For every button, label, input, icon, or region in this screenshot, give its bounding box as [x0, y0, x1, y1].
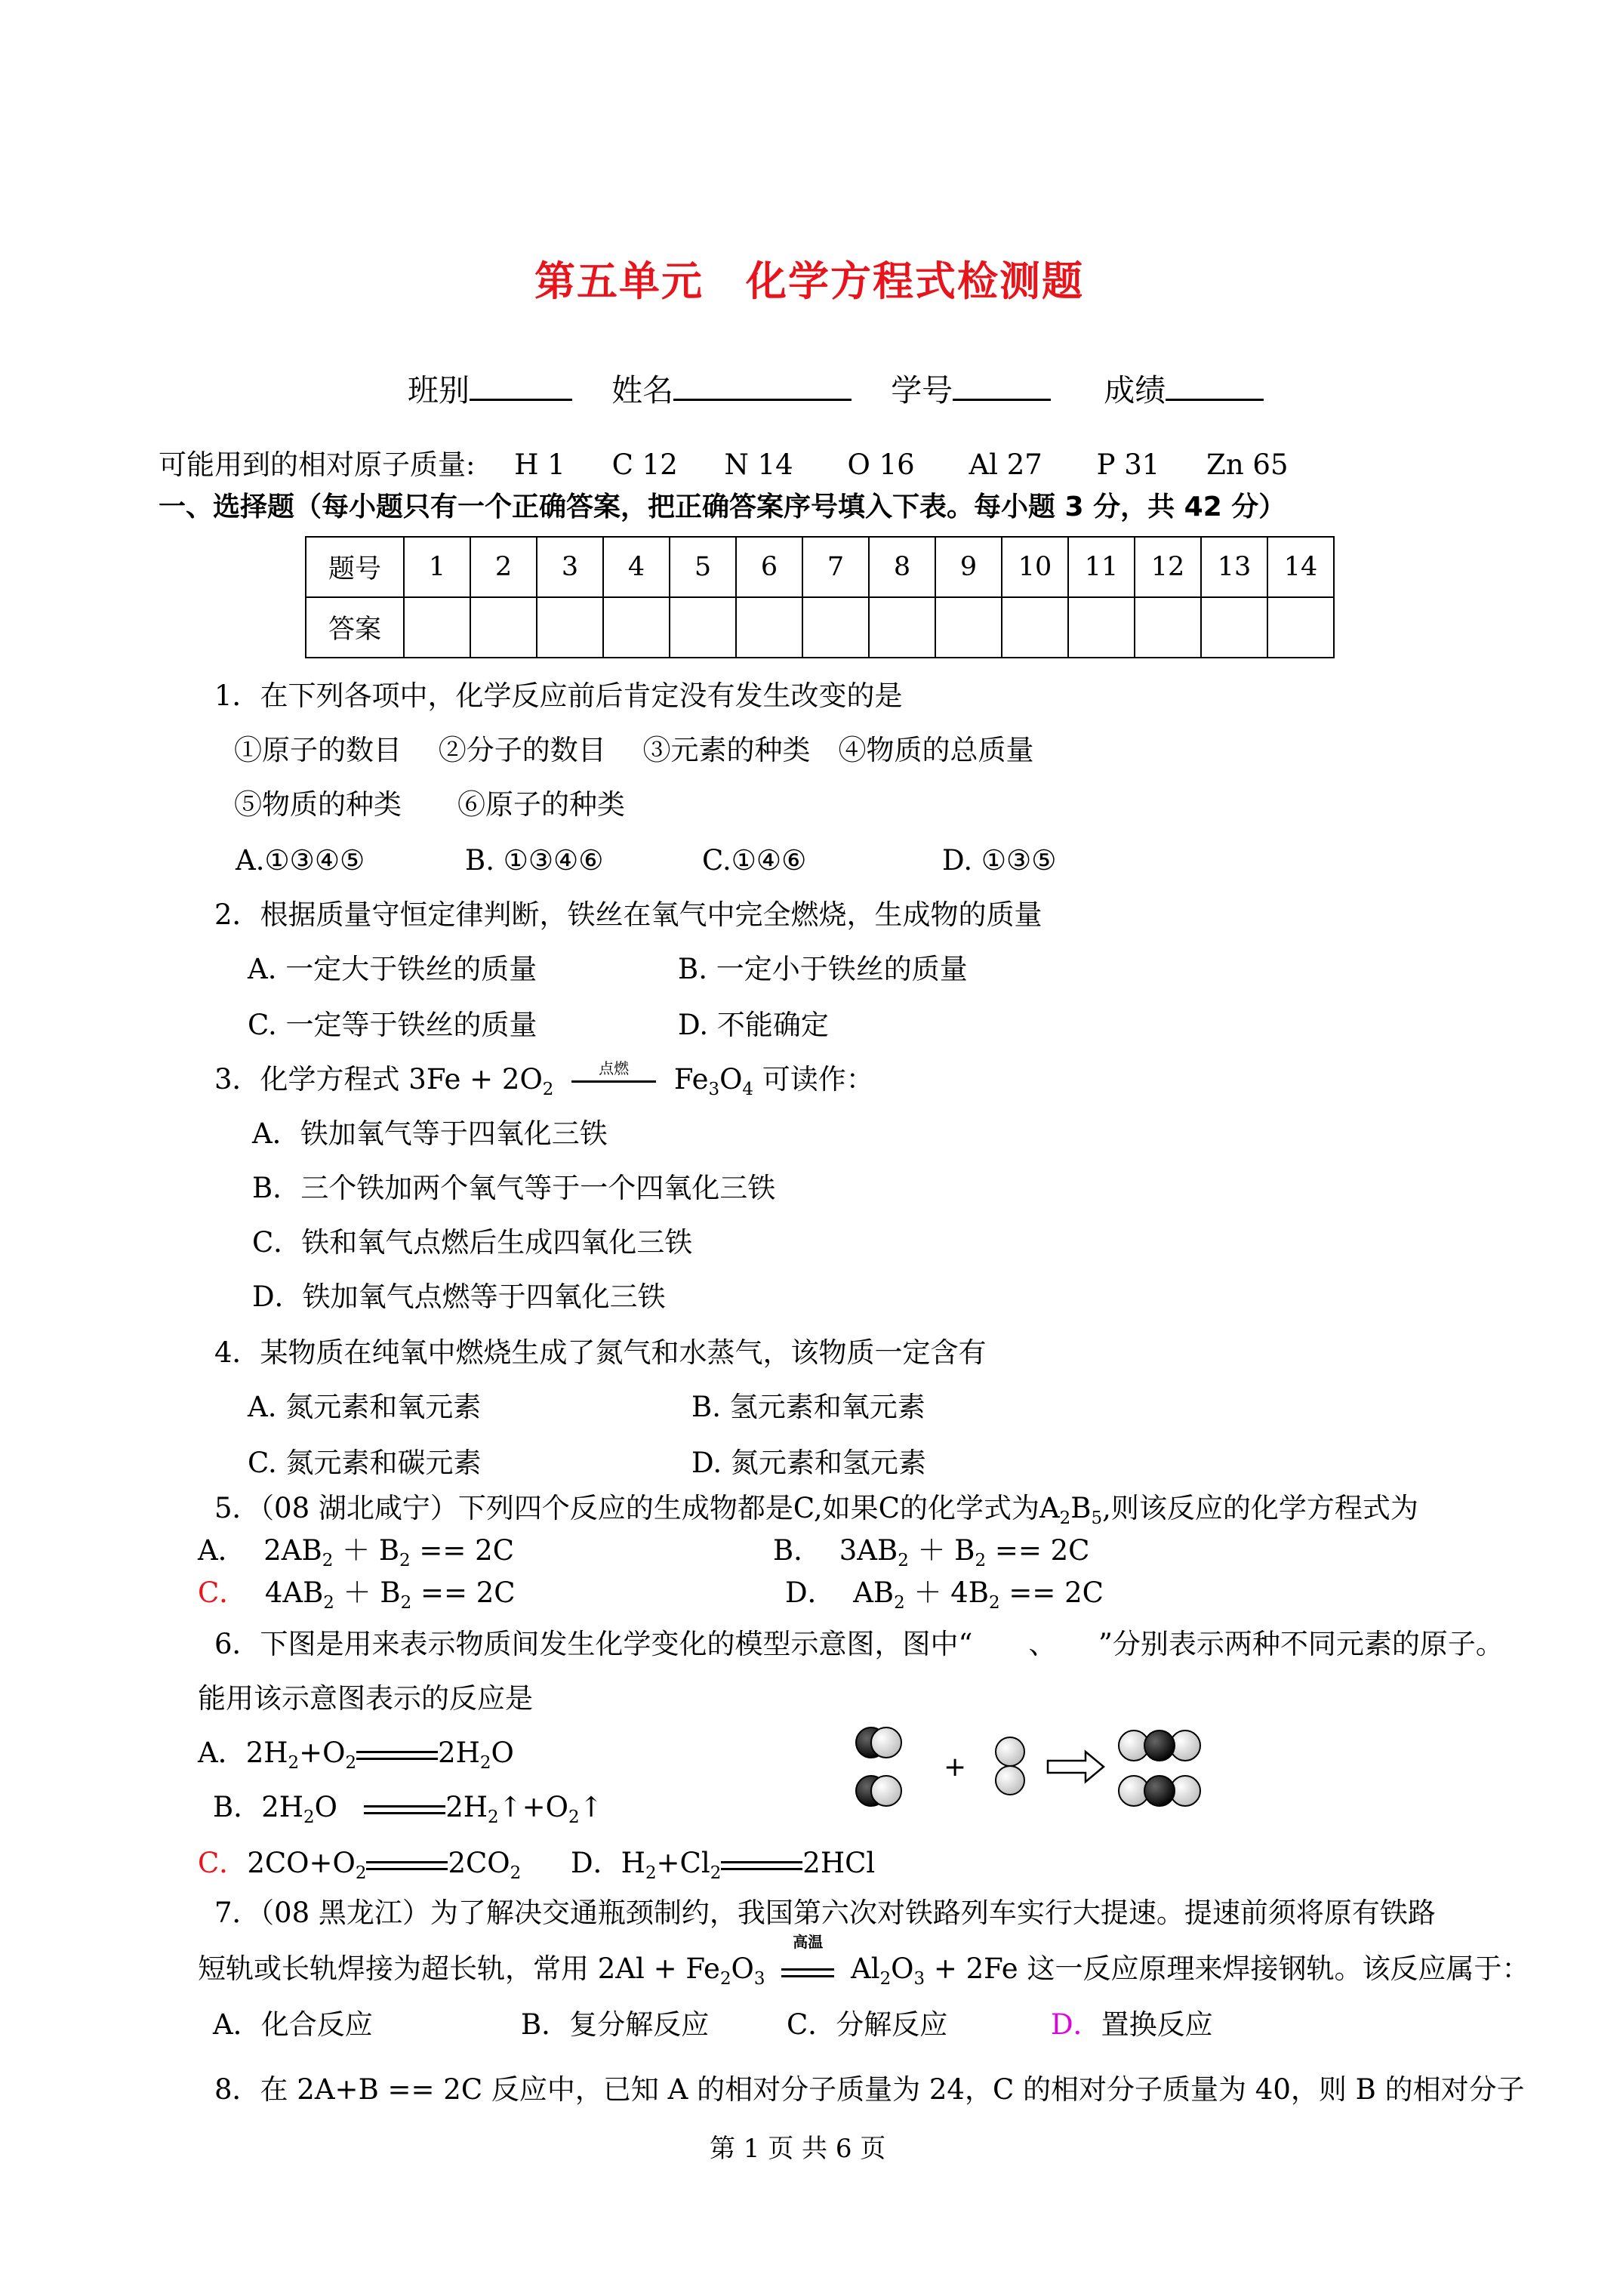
mass-item: O 16: [847, 448, 915, 481]
q2-option-b: B. 一定小于铁丝的质量: [678, 953, 968, 985]
q6-option-a: A．$2H_2+O_2$ $2H_2O$: [198, 1737, 514, 1773]
q3-stem-end: 可读作：: [762, 1063, 874, 1096]
q3-equation-left: 3．化学方程式 3Fe + 2O: [214, 1063, 543, 1096]
q2-stem: 2．根据质量守恒定律判断，铁丝在氧气中完全燃烧，生成物的质量: [214, 898, 1042, 931]
q5-option-d: D． $AB_2 + 4B_2 == 2C$: [785, 1576, 1104, 1613]
reaction-model-diagram: [845, 1714, 1223, 1827]
q3-stem: 3．化学方程式 $3Fe + 2O_2$ 点燃 $Fe_3O_4$ 可读作：: [214, 1059, 874, 1099]
answer-cell[interactable]: [670, 597, 736, 658]
answer-mark: C．: [198, 1576, 248, 1609]
score-blank[interactable]: [1166, 373, 1264, 401]
question-number: 6: [736, 537, 802, 597]
masses-label: 可能用到的相对原子质量:: [159, 448, 476, 481]
q1-items-line1: ①原子的数目 ②分子的数目 ③元素的种类 ④物质的总质量: [234, 734, 1034, 766]
question-number: 7: [802, 537, 869, 597]
table-row-label: 题号: [306, 537, 404, 597]
question-number: 11: [1068, 537, 1135, 597]
q1-stem: 1．在下列各项中，化学反应前后肯定没有发生改变的是: [214, 680, 903, 712]
q3-product: $Fe_3O_4$: [673, 1063, 753, 1099]
q3-option-b: B．三个铁加两个氧气等于一个四氧化三铁: [252, 1172, 776, 1204]
q1-option-a: A.①③④⑤: [236, 844, 365, 877]
table-row-label: 答案: [306, 597, 404, 658]
mass-item: C 12: [611, 448, 678, 481]
q1-items-line2: ⑤物质的种类 ⑥原子的种类: [234, 788, 625, 821]
answer-mark: C．: [198, 1847, 248, 1879]
number-label: 学号: [891, 372, 953, 408]
question-number: 13: [1201, 537, 1267, 597]
q6-option-b: B．$2H_2O$ $2H_2↑+O_2↑$: [213, 1791, 603, 1827]
q5-option-c: C． $4AB_2 + B_2 == 2C$: [198, 1576, 516, 1613]
class-blank[interactable]: [470, 373, 572, 401]
answer-cell[interactable]: [404, 597, 470, 658]
mass-item: Zn 65: [1206, 448, 1289, 481]
answer-cell[interactable]: [470, 597, 537, 658]
q7-products: $Al_2O_3 + 2Fe$: [851, 1952, 1027, 1989]
q5-option-b: B． $3AB_2 + B_2 == 2C$: [773, 1534, 1090, 1570]
q4-stem: 4．某物质在纯氧中燃烧生成了氮气和水蒸气，该物质一定含有: [214, 1336, 987, 1369]
q1-option-d: D. ①③⑤: [942, 844, 1057, 877]
mass-item: N 14: [724, 448, 793, 481]
question-number: 8: [869, 537, 935, 597]
plus-sign: +: [944, 1752, 967, 1783]
mass-item: H 1: [514, 448, 565, 481]
q2-option-c: C. 一定等于铁丝的质量: [248, 1009, 537, 1041]
q7-line1: 7．（08 黑龙江）为了解决交通瓶颈制约，我国第六次对铁路列车实行大提速。提速前须将原有铁路: [214, 1897, 1436, 1929]
q6-option-d: D．$H_2+Cl_2$ 2HCl: [571, 1847, 876, 1883]
q4-option-c: C. 氮元素和碳元素: [248, 1447, 482, 1479]
atomic-masses: [159, 448, 1289, 482]
mass-item: P 31: [1096, 448, 1160, 481]
answer-cell[interactable]: [537, 597, 603, 658]
reaction-condition: 点燃: [571, 1080, 656, 1083]
answer-cell[interactable]: [935, 597, 1002, 658]
question-number: 2: [470, 537, 537, 597]
q1-option-c: C.①④⑥: [702, 844, 807, 877]
q7-option-b: B．复分解反应: [521, 2008, 710, 2041]
q8-stem: 8．在 2A+B == 2C 反应中，已知 A 的相对分子质量为 24，C 的相对分子质量为 40，则 B 的相对分子: [214, 2073, 1525, 2106]
q2-option-d: D. 不能确定: [678, 1009, 829, 1041]
reactant-molecules-1: [856, 1727, 901, 1806]
q4-option-b: B. 氢元素和氧元素: [691, 1391, 925, 1423]
reaction-arrow-icon: [1048, 1752, 1104, 1782]
question-number: 12: [1135, 537, 1201, 597]
student-info-line: [408, 365, 1264, 410]
answer-cell[interactable]: [802, 597, 869, 658]
q6-stem-line2: 能用该示意图表示的反应是: [198, 1682, 533, 1715]
question-number: 14: [1267, 537, 1334, 597]
question-number: 1: [404, 537, 470, 597]
answer-cell[interactable]: [736, 597, 802, 658]
name-label: 姓名: [611, 372, 674, 408]
q4-option-a: A. 氮元素和氧元素: [248, 1391, 482, 1423]
question-number: 4: [603, 537, 670, 597]
answer-cell[interactable]: [1201, 597, 1267, 658]
q1-option-b: B. ①③④⑥: [465, 844, 604, 877]
q5-stem: 5．（08 湖北咸宁）下列四个反应的生成物都是C,如果C的化学式为$A_2B_5$,则该反应的化学方程式为: [214, 1492, 1418, 1528]
q7-option-d: D．置换反应: [1051, 2008, 1213, 2041]
question-number: 5: [670, 537, 736, 597]
question-number: 10: [1002, 537, 1068, 597]
q7-option-a: A．化合反应: [213, 2008, 373, 2041]
q3-option-a: A．铁加氧气等于四氧化三铁: [252, 1117, 608, 1150]
answer-cell[interactable]: [1002, 597, 1068, 658]
name-blank[interactable]: [673, 373, 852, 401]
answer-cell[interactable]: [1267, 597, 1334, 658]
question-number: 9: [935, 537, 1002, 597]
question-number: 3: [537, 537, 603, 597]
answer-cell[interactable]: [1068, 597, 1135, 658]
q2-option-a: A. 一定大于铁丝的质量: [248, 953, 537, 985]
answer-table: [305, 536, 1335, 658]
answer-cell[interactable]: [603, 597, 670, 658]
q4-option-d: D. 氮元素和氢元素: [691, 1447, 926, 1479]
reaction-condition: 高温: [781, 1954, 834, 1987]
reactant-molecule-2: [996, 1737, 1024, 1795]
q5-option-a: A． $2AB_2 + B_2 == 2C$: [198, 1534, 515, 1570]
class-label: 班别: [408, 372, 470, 408]
mass-item: Al 27: [969, 448, 1042, 481]
score-label: 成绩: [1104, 372, 1166, 408]
answer-cell[interactable]: [869, 597, 935, 658]
page-footer: 第 1 页 共 6 页: [710, 2134, 886, 2164]
answer-mark: D．: [1051, 2008, 1101, 2041]
number-blank[interactable]: [953, 373, 1051, 401]
q6-stem-line1: 6．下图是用来表示物质间发生化学变化的模型示意图，图中“ 、 ”分别表示两种不同元素的原子。: [214, 1628, 1504, 1660]
q3-option-d: D．铁加氧气点燃等于四氧化三铁: [252, 1281, 666, 1313]
product-molecules: [1119, 1730, 1200, 1806]
q7-line2: 短轨或长轨焊接为超长轨，常用 $2Al + Fe_2O_3$ 高温 $Al_2O_3 + 2Fe$ 这一反应原理来焊接钢轨。该反应属于：: [198, 1933, 1530, 1989]
answer-cell[interactable]: [1135, 597, 1201, 658]
q3-option-c: C．铁和氧气点燃后生成四氧化三铁: [252, 1226, 693, 1259]
q7-option-c: C．分解反应: [787, 2008, 948, 2041]
section-heading: 一、选择题（每小题只有一个正确答案，把正确答案序号填入下表。每小题 3 分，共 42 分）: [159, 492, 1286, 522]
page-title: 第五单元 化学方程式检测题: [534, 257, 1084, 305]
q6-option-c: C．$2CO+O_2$ $2CO_2$: [198, 1847, 522, 1883]
